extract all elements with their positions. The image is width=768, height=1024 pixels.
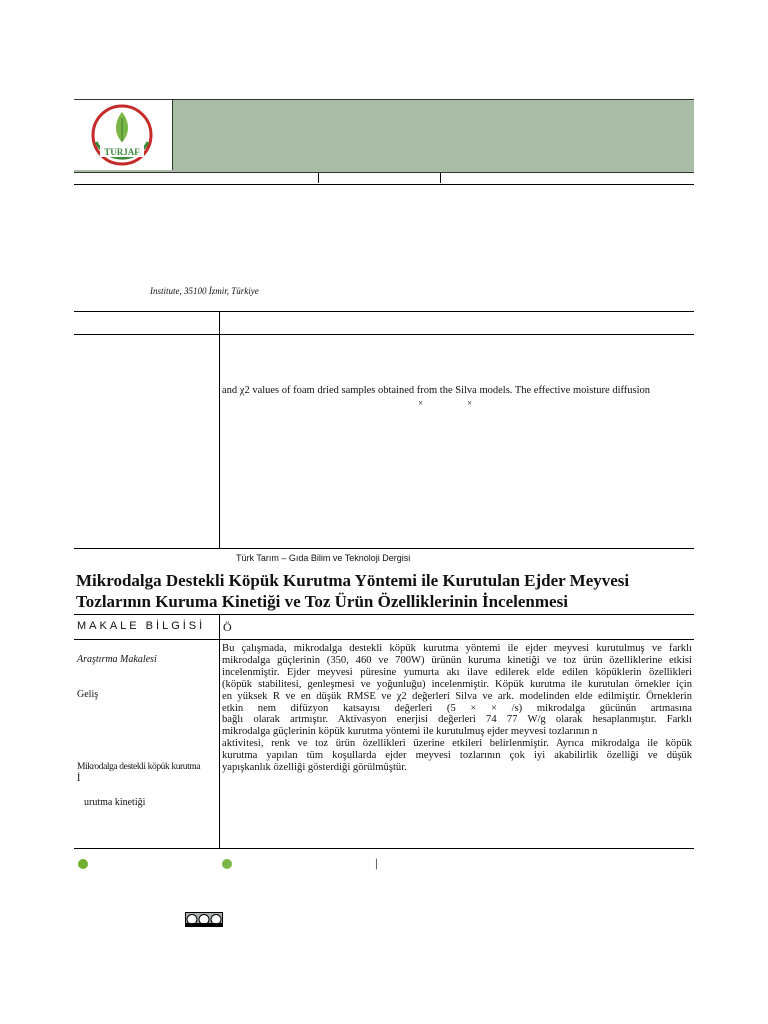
english-box-header-rule xyxy=(74,334,694,335)
journal-logo xyxy=(74,100,173,170)
abstract-line: yapışkanlık özelliği gösterdiği görülmüştür. xyxy=(222,762,407,774)
english-box-bottom-rule xyxy=(74,548,694,549)
english-abstract-symbol-1: × xyxy=(418,398,424,408)
english-abstract-symbol-2: × xyxy=(467,398,473,408)
abstract-line: mikrodalga güçlerinin (350, 460 ve 700W) ürünün kuruma kinetiği ve toz ürün özelliklerine etkisi xyxy=(222,654,692,666)
abstract-line: mikrodalga güçlerinin köpük kurutma yöntemi ile kurutulmuş ejder meyvesi tozlarının n xyxy=(222,726,598,738)
header-tick-1 xyxy=(318,173,319,183)
english-abstract-line: and χ2 values of foam dried samples obtained from the Silva models. The effective moisture diffusion xyxy=(222,385,651,396)
keyword-3: urutma kinetiği xyxy=(84,797,146,808)
abstract-line: aktivitesi, renk ve toz ürün özellikleri üzerine etkileri belirlenmiştir. Ayrıca mikrodalga ile köpük xyxy=(222,738,692,750)
keyword-2: İ xyxy=(77,773,81,784)
abstract-line: bağlı olarak artmıştır. Aktivasyon enerjisi değerleri 74 77 W/g olarak hesaplanmıştır. Farklı xyxy=(222,714,692,726)
orcid-icon[interactable] xyxy=(78,859,88,869)
header-divider xyxy=(74,184,694,185)
abstract-heading: Ö xyxy=(223,620,232,634)
orcid-icon[interactable] xyxy=(222,859,232,869)
cc-license-icon xyxy=(186,913,222,926)
article-info-heading: MAKALE BİLGİSİ xyxy=(77,620,206,632)
turkish-box-top-rule xyxy=(74,614,694,615)
abstract-line: Bu çalışmada, mikrodalga destekli köpük kurutma yöntemi ile ejder meyvesi kurutulmuş ve farklı xyxy=(222,643,692,654)
article-type: Araştırma Makalesi xyxy=(77,654,157,665)
abstract-line: (köpük stabilitesi, genleşmesi ve yoğunluğu) incelenmiştir. Köpük kurutma ile kurutulan örnekler için xyxy=(222,678,692,690)
abstract-line: kurutma yapılan tüm koşullarda ejder meyvesi tozlarının çok iyi akabilirlik özelliği ve düşük xyxy=(222,750,692,762)
abstract-line: etkin nem difüzyon katsayısı değerleri (5 × × /s) mikrodalga gücünün artmasına xyxy=(222,702,692,714)
turkish-abstract xyxy=(222,643,692,774)
abstract-line: en yüksek R ve en düşük RMSE ve χ2 değerleri Silva ve ark. modelinden elde edilmiştir. Örneklerin xyxy=(222,690,692,702)
header-tick-2 xyxy=(440,173,441,183)
english-box-column-divider xyxy=(219,311,220,549)
turkish-box-header-rule xyxy=(74,639,694,640)
logo-text: TURJAF xyxy=(104,147,140,157)
turkish-box-column-divider xyxy=(219,614,220,848)
license-badge[interactable] xyxy=(185,912,223,927)
turjaf-logo-icon xyxy=(84,102,160,168)
article-title: Mikrodalga Destekli Köpük Kurutma Yöntemi ile Kurutulan Ejder Meyvesi Tozlarının Kuruma Kinetiği ve Toz Ürün Özelliklerinin İncelenmesi xyxy=(76,571,630,611)
abstract-line: incelenmiştir. Ejder meyvesi püresine yumurta akı ilave edilerek elde edilen köpüklerin özellikleri xyxy=(222,666,692,678)
received-label: Geliş xyxy=(77,689,99,700)
english-box-top-rule xyxy=(74,311,694,312)
footer-separator: | xyxy=(375,855,378,870)
journal-name: Türk Tarım – Gıda Bilim ve Teknoloji Dergisi xyxy=(236,553,411,563)
author-affiliation: Institute, 35100 İzmir, Türkiye xyxy=(150,286,259,296)
turkish-box-bottom-rule xyxy=(74,848,694,849)
keyword-1: Mikrodalga destekli köpük kurutma xyxy=(77,762,201,772)
